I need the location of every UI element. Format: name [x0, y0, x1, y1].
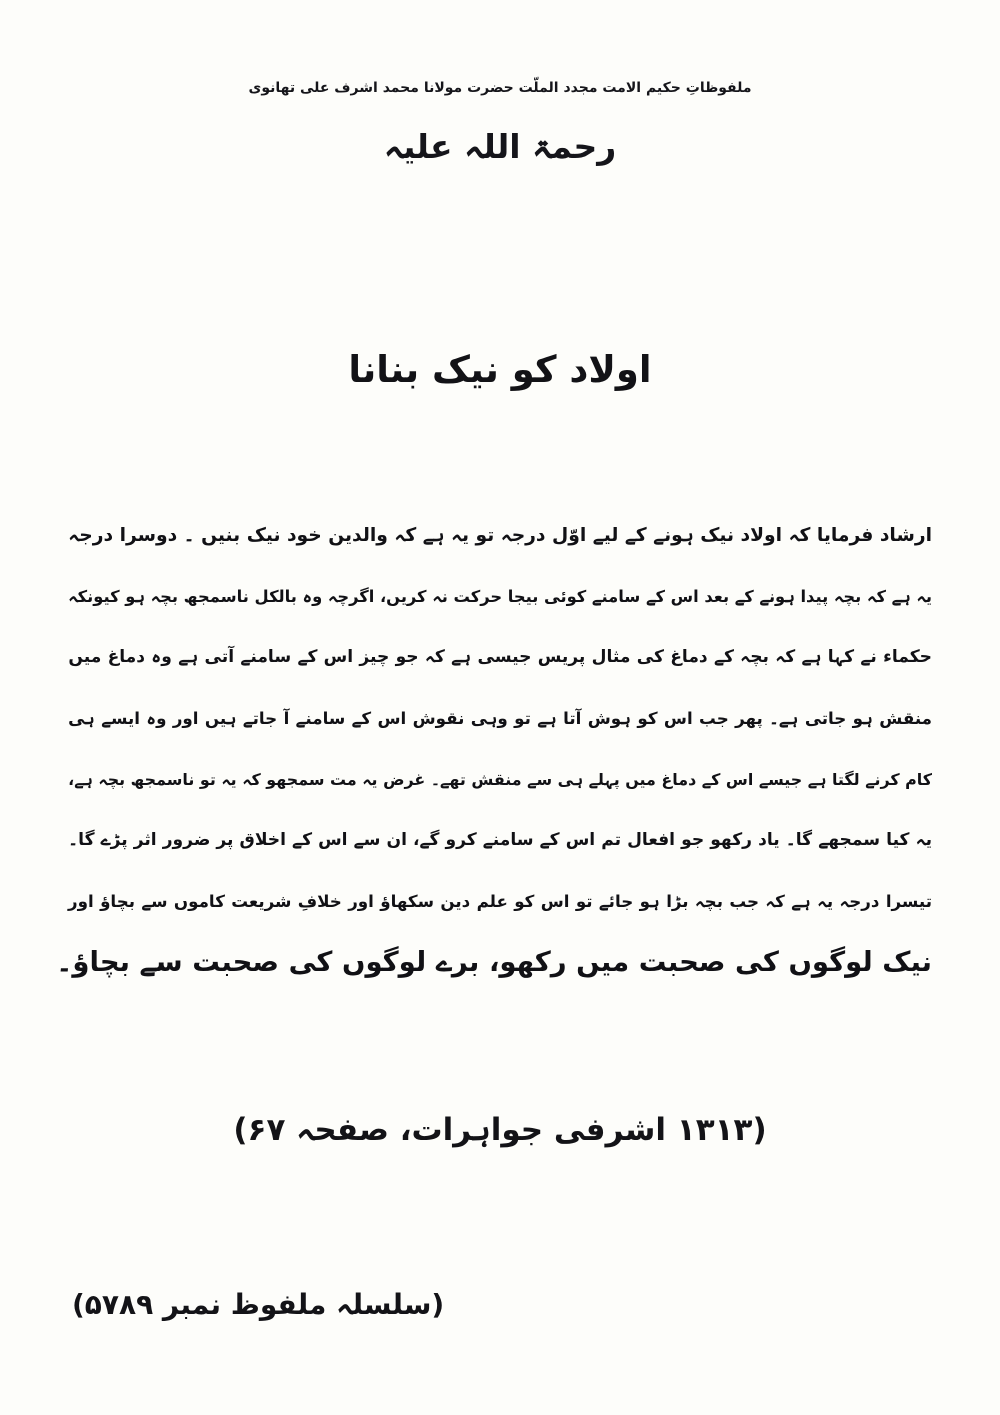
source-citation: (۱۳۱۳ اشرفی جواہرات، صفحہ ۶۷) [233, 1112, 767, 1148]
body-line: یہ ہے کہ بچہ پیدا ہونے کے بعد اس کے سامنے کوئی بیجا حرکت نہ کریں، اگرچہ وہ بالکل ناسمجھ بچہ ہو کیونکہ [68, 587, 932, 606]
body-line: حکماء نے کہا ہے کہ بچہ کے دماغ کی مثال پریس جیسی ہے کہ جو چیز اس کے سامنے آتی ہے وہ دماغ میں [68, 647, 932, 667]
body-line: نیک لوگوں کی صحبت میں رکھو، برے لوگوں کی صحبت سے بچاؤ۔ [56, 946, 932, 978]
body-line: ارشاد فرمایا کہ اولاد نیک ہونے کے لیے اوّل درجہ تو یہ ہے کہ والدین خود نیک بنیں ۔ دوسرا درجہ [68, 525, 932, 546]
body-line: تیسرا درجہ یہ ہے کہ جب بچہ بڑا ہو جائے تو اس کو علم دین سکھاؤ اور خلافِ شریعت کاموں سے بچاؤ اور [68, 891, 932, 911]
document-title-block [0, 78, 1000, 171]
body-line: یہ کیا سمجھے گا۔ یاد رکھو جو افعال تم اس کے سامنے کرو گے، ان سے اس کے اخلاق پر ضرور اثر پڑے گا۔ [68, 830, 932, 850]
footer-note-text: (سلسلہ ملفوظ نمبر ۵۷۸۹) [72, 1288, 445, 1321]
document-title-primary: ملفوظاتِ حکیم الامت مجدد الملّت حضرت مولانا محمد اشرف علی تھانوی [248, 80, 752, 96]
body-line: کام کرنے لگتا ہے جیسے اس کے دماغ میں پہلے ہی سے منقش تھے۔ غرض یہ مت سمجھو کہ یہ تو ناسمجھ بچہ ہے، [68, 770, 932, 789]
body-text-block [56, 505, 932, 993]
section-heading: اولاد کو نیک بنانا [348, 348, 652, 391]
footer-note [72, 1288, 1000, 1321]
body-line: منقش ہو جاتی ہے۔ پھر جب اس کو ہوش آتا ہے تو وہی نقوش اس کے سامنے آ جاتے ہیں اور وہ ایسے ہی [68, 708, 932, 728]
document-title-honorific: رحمۃ اللہ علیہ [383, 126, 617, 166]
